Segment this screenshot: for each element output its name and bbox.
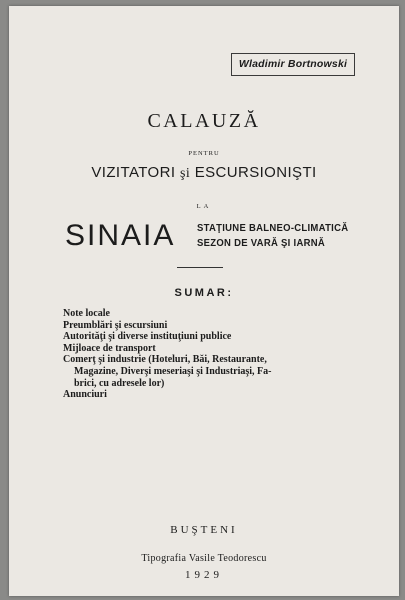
contents-item: Comerţ şi industrie (Hoteluri, Băi, Restaurante,: [63, 354, 267, 366]
contents-item-continued: [63, 366, 363, 378]
imprint-printer: Tipografia Vasile Teodorescu: [141, 553, 267, 564]
contents-heading: SUMAR:: [174, 287, 234, 299]
book-title: CALAUZĂ: [147, 110, 261, 132]
title-audience-a: VIZITATORI: [91, 164, 176, 181]
imprint-city: BUŞTENI: [170, 524, 238, 536]
author-box: Wladimir Bortnowski: [231, 53, 355, 76]
contents-item-line: brici, cu adresele lor): [74, 377, 165, 389]
title-page: [9, 6, 399, 596]
contents-item-line: Magazine, Diverşi meseriaşi şi Industriaşi, Fa-: [74, 365, 272, 377]
contents-item: Autorităţi şi diverse instituţiuni publice: [63, 331, 232, 343]
title-audience-si: şi: [179, 166, 191, 181]
place-name: SINAIA: [65, 219, 176, 252]
title-la: LA: [196, 203, 212, 210]
place-subtitle-2: SEZON DE VARĂ ŞI IARNĂ: [197, 238, 326, 249]
divider-rule: [177, 267, 223, 268]
title-pentru: PENTRU: [188, 150, 220, 157]
title-audience: [9, 164, 399, 182]
contents-item: Preumblări şi escursiuni: [63, 319, 168, 331]
contents-list: [63, 308, 363, 401]
place-subtitle-1: STAŢIUNE BALNEO-CLIMATICĂ: [197, 223, 349, 234]
contents-item: Anunciuri: [63, 389, 107, 401]
contents-item: Note locale: [63, 308, 110, 319]
contents-item: Mijloace de transport: [63, 342, 156, 354]
title-audience-b: ESCURSIONIŞTI: [194, 164, 317, 181]
contents-item-continued: [63, 378, 363, 390]
imprint-year: 1929: [185, 569, 223, 581]
